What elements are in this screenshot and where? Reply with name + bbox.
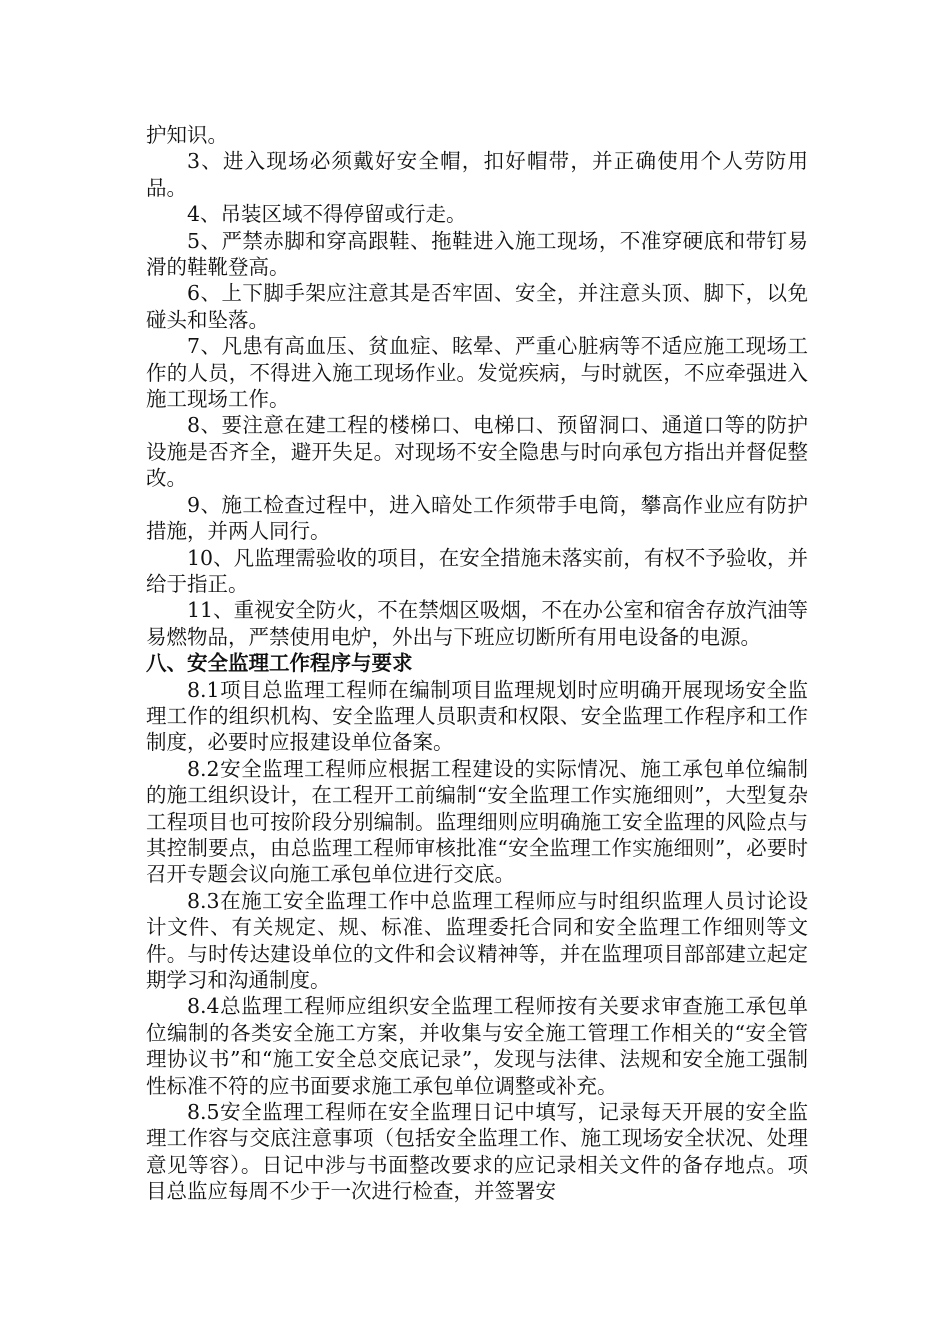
- paragraph-8-2: 8.2安全监理工程师应根据工程建设的实际情况、施工承包单位编制的施工组织设计，在工程开工前编制“安全监理工作实施细则”，大型复杂工程项目也可按阶段分别编制。监理细则应明确施工安全监理的风险点与其控制要点，由总监理工程师审核批准“安全监理工作实施细则”，必要时召开专题会议向施工承包单位进行交底。: [146, 756, 808, 887]
- paragraph-8-4: 8.4总监理工程师应组织安全监理工程师按有关要求审查施工承包单位编制的各类安全施工方案，并收集与安全施工管理工作相关的“安全管理协议书”和“施工安全总交底记录”，发现与法律、法规和安全施工强制性标准不符的应书面要求施工承包单位调整或补充。: [146, 994, 808, 1098]
- paragraph-intro-tail: 护知识。: [146, 123, 228, 147]
- section-heading-8: 八、安全监理工作程序与要求: [146, 651, 413, 676]
- document-page: [146, 122, 808, 1205]
- paragraph-8-1: 8.1项目总监理工程师在编制项目监理规划时应明确开展现场安全监理工作的组织机构、安全监理人员职责和权限、安全监理工作程序和工作制度，必要时应报建设单位备案。: [146, 677, 808, 755]
- paragraph-rule-11: 11、重视安全防火，不在禁烟区吸烟，不在办公室和宿舍存放汽油等易燃物品，严禁使用电炉，外出与下班应切断所有用电设备的电源。: [146, 598, 808, 649]
- paragraph-rule-10: 10、凡监理需验收的项目，在安全措施未落实前，有权不予验收，并给于指正。: [146, 545, 808, 596]
- paragraph-rule-4: 4、吊装区域不得停留或行走。: [187, 202, 467, 227]
- paragraph-rule-7: 7、凡患有高血压、贫血症、眩晕、严重心脏病等不适应施工现场工作的人员，不得进入施工现场作业。发觉疾病，与时就医，不应牵强进入施工现场工作。: [146, 334, 808, 412]
- paragraph-rule-8: 8、要注意在建工程的楼梯口、电梯口、预留洞口、通道口等的防护设施是否齐全，避开失足。对现场不安全隐患与时向承包方指出并督促整改。: [146, 413, 808, 491]
- paragraph-rule-5: 5、严禁赤脚和穿高跟鞋、拖鞋进入施工现场，不准穿硬底和带钉易滑的鞋靴登高。: [146, 228, 808, 280]
- paragraph-8-5: 8.5安全监理工程师在安全监理日记中填写，记录每天开展的安全监理工作容与交底注意事项（包括安全监理工作、施工现场安全状况、处理意见等容）。日记中涉与书面整改要求的应记录相关文件的备存地点。项目总监应每周不少于一次进行检查，并签署安: [146, 1100, 808, 1204]
- paragraph-rule-9: 9、施工检查过程中，进入暗处工作须带手电筒，攀高作业应有防护措施，并两人同行。: [146, 492, 808, 544]
- paragraph-rule-3: 3、进入现场必须戴好安全帽，扣好帽带，并正确使用个人劳防用品。: [146, 149, 808, 200]
- paragraph-8-3: 8.3在施工安全监理工作中总监理工程师应与时组织监理人员讨论设计文件、有关规定、规、标准、监理委托合同和安全监理工作细则等文件。与时传达建设单位的文件和会议精神等，并在监理项目部部建立起定期学习和沟通制度。: [146, 888, 808, 992]
- paragraph-rule-6: 6、上下脚手架应注意其是否牢固、安全，并注意头顶、脚下，以免碰头和坠落。: [146, 281, 808, 332]
